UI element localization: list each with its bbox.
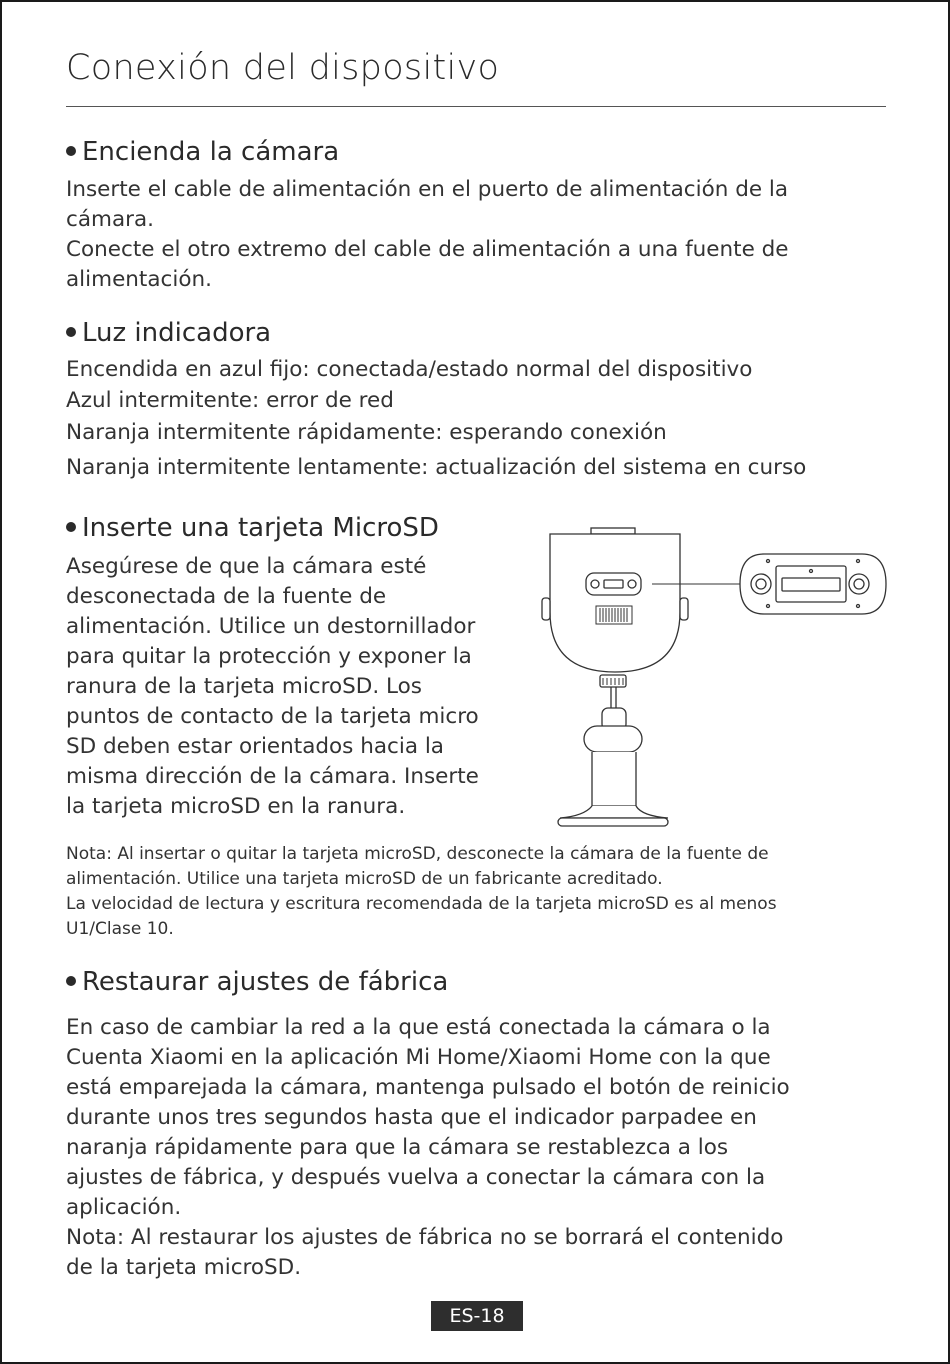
text-line: durante unos tres segundos hasta que el indicador parpadee en [66, 1105, 757, 1130]
note-line: U1/Clase 10. [66, 919, 174, 939]
note-line: Nota: Al insertar o quitar la tarjeta microSD, desconecte la cámara de la fuente de [66, 844, 769, 864]
reset-paragraph [66, 1013, 790, 1283]
text-line: la tarjeta microSD en la ranura. [66, 794, 406, 819]
bullet-icon [66, 976, 76, 986]
text-line: naranja rápidamente para que la cámara se restablezca a los [66, 1135, 729, 1160]
text-line: para quitar la protección y exponer la [66, 644, 472, 669]
text-line: En caso de cambiar la red a la que está conectada la cámara o la [66, 1015, 771, 1040]
microsd-paragraph [66, 552, 479, 822]
indicator-line-fast-orange: Naranja intermitente rápidamente: esperando conexión [66, 420, 667, 445]
text-line: ajustes de fábrica, y después vuelva a conectar la cámara con la [66, 1165, 766, 1190]
text-line: ranura de la tarjeta microSD. Los [66, 674, 422, 699]
power-paragraph [66, 175, 789, 295]
text-line: alimentación. [66, 267, 212, 292]
text-line: Conecte el otro extremo del cable de alimentación a una fuente de [66, 237, 789, 262]
bullet-icon [66, 522, 76, 532]
text-line: Asegúrese de que la cámara esté [66, 554, 427, 579]
text-line: misma dirección de la cámara. Inserte [66, 764, 479, 789]
section-heading-microsd: Inserte una tarjeta MicroSD [66, 513, 439, 543]
microsd-note [66, 842, 777, 942]
text-line: está emparejada la cámara, mantenga pulsado el botón de reinicio [66, 1075, 790, 1100]
page-title: Conexión del dispositivo [66, 48, 500, 88]
text-line: Cuenta Xiaomi en la aplicación Mi Home/Xiaomi Home con la que [66, 1045, 771, 1070]
text-line: desconectada de la fuente de [66, 584, 387, 609]
text-line: Inserte el cable de alimentación en el puerto de alimentación de la [66, 177, 789, 202]
text-line: puntos de contacto de la tarjeta micro [66, 704, 479, 729]
indicator-line-blinking-blue: Azul intermitente: error de red [66, 388, 394, 413]
bullet-icon [66, 327, 76, 337]
section-heading-power: Encienda la cámara [66, 137, 339, 167]
text-line: aplicación. [66, 1195, 182, 1220]
section-heading-reset: Restaurar ajustes de fábrica [66, 967, 448, 997]
text-line: SD deben estar orientados hacia la [66, 734, 444, 759]
section-heading-indicator: Luz indicadora [66, 318, 271, 348]
note-line: alimentación. Utilice una tarjeta microSD de un fabricante acreditado. [66, 869, 663, 889]
text-line: Nota: Al restaurar los ajustes de fábrica no se borrará el contenido [66, 1225, 784, 1250]
text-line: alimentación. Utilice un destornillador [66, 614, 476, 639]
title-divider [66, 106, 886, 107]
camera-microsd-illustration [532, 520, 892, 832]
page-number: ES-18 [431, 1301, 523, 1331]
bullet-icon [66, 146, 76, 156]
note-line: La velocidad de lectura y escritura recomendada de la tarjeta microSD es al menos [66, 894, 777, 914]
indicator-line-slow-orange: Naranja intermitente lentamente: actualización del sistema en curso [66, 455, 807, 480]
text-line: de la tarjeta microSD. [66, 1255, 302, 1280]
text-line: cámara. [66, 207, 154, 232]
indicator-line-solid-blue: Encendida en azul fijo: conectada/estado normal del dispositivo [66, 357, 753, 382]
